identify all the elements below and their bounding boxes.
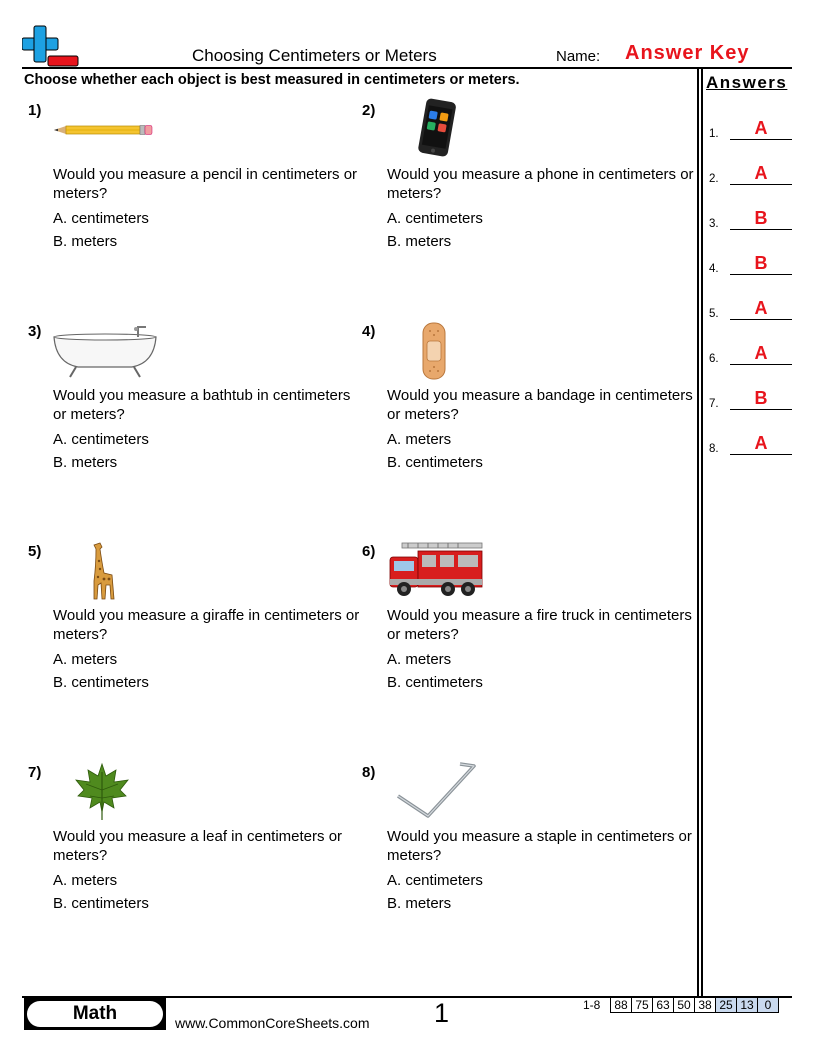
option-b: B. meters	[387, 233, 452, 250]
header-rule	[22, 67, 792, 69]
question-text: Would you measure a staple in centimeters or meters?	[387, 828, 692, 864]
question-number: 4)	[362, 323, 376, 340]
answer-line	[730, 409, 792, 410]
answer-line	[730, 274, 792, 275]
option-b: B. centimeters	[53, 895, 149, 912]
answer-row	[708, 388, 792, 410]
answer-number: 7.	[709, 398, 719, 410]
name-value: Answer Key	[625, 42, 750, 64]
question-1	[28, 102, 358, 302]
score-cell: 50	[674, 998, 695, 1013]
question-4	[362, 323, 693, 523]
question-7	[28, 764, 348, 964]
answer-line	[730, 184, 792, 185]
question-text: Would you measure a giraffe in centimeters or meters?	[53, 607, 360, 643]
answer-value: A	[754, 298, 768, 318]
option-a: A. centimeters	[53, 210, 149, 227]
answer-number: 4.	[709, 263, 719, 275]
score-cell: 75	[632, 998, 653, 1013]
answer-row	[708, 163, 792, 185]
option-b: B. centimeters	[387, 454, 483, 471]
subject-label: Math	[27, 1001, 163, 1027]
instructions: Choose whether each object is best measured in centimeters or meters.	[24, 72, 520, 88]
question-number: 2)	[362, 102, 376, 119]
score-cell: 63	[653, 998, 674, 1013]
pencil-icon	[54, 120, 154, 140]
bandage-icon	[420, 321, 448, 381]
staple-icon	[394, 762, 480, 822]
question-6	[362, 543, 692, 743]
fire-truck-icon	[388, 541, 486, 599]
answer-number: 8.	[709, 443, 719, 455]
answer-row	[708, 298, 792, 320]
answers-divider	[697, 68, 699, 996]
score-cell: 25	[716, 998, 737, 1013]
option-a: A. meters	[387, 431, 452, 448]
option-a: A. meters	[53, 651, 118, 668]
answer-row	[708, 343, 792, 365]
question-text: Would you measure a leaf in centimeters or meters?	[53, 828, 343, 864]
score-cell: 0	[758, 998, 779, 1013]
option-b: B. meters	[387, 895, 452, 912]
score-cell: 88	[611, 998, 632, 1013]
subject-badge	[24, 998, 166, 1030]
question-text: Would you measure a bathtub in centimeters or meters?	[53, 387, 351, 423]
answer-line	[730, 319, 792, 320]
answers-title: Answers	[706, 73, 788, 92]
question-number: 6)	[362, 543, 376, 560]
answer-row	[708, 253, 792, 275]
answer-value: A	[754, 343, 768, 363]
answer-line	[730, 229, 792, 230]
answer-number: 3.	[709, 218, 719, 230]
question-5	[28, 543, 360, 743]
question-text: Would you measure a bandage in centimeters or meters?	[387, 387, 693, 423]
question-number: 1)	[28, 102, 42, 119]
site-url: www.CommonCoreSheets.com	[175, 1015, 370, 1031]
answer-value: B	[754, 388, 768, 408]
option-a: A. centimeters	[387, 210, 483, 227]
leaf-icon	[74, 762, 130, 822]
answer-number: 6.	[709, 353, 719, 365]
page-number: 1	[434, 998, 450, 1028]
question-2	[362, 102, 694, 302]
giraffe-icon	[82, 541, 122, 601]
answer-row	[708, 208, 792, 230]
answer-row	[708, 118, 792, 140]
answer-number: 2.	[709, 173, 719, 185]
question-3	[28, 323, 351, 523]
answer-number: 1.	[709, 128, 719, 140]
name-label: Name:	[556, 48, 601, 65]
option-b: B. meters	[53, 454, 118, 471]
score-table	[610, 997, 779, 1013]
option-b: B. centimeters	[53, 674, 149, 691]
option-a: A. meters	[387, 651, 452, 668]
answer-line	[730, 139, 792, 140]
phone-icon	[412, 98, 462, 158]
score-range-label: 1-8	[583, 998, 601, 1012]
answer-value: B	[754, 208, 768, 228]
answer-number: 5.	[709, 308, 719, 320]
answer-line	[730, 364, 792, 365]
question-number: 5)	[28, 543, 42, 560]
score-cell: 38	[695, 998, 716, 1013]
answer-value: A	[754, 433, 768, 453]
answer-value: B	[754, 253, 768, 273]
answer-line	[730, 454, 792, 455]
option-a: A. centimeters	[387, 872, 483, 889]
question-number: 8)	[362, 764, 376, 781]
question-8	[362, 764, 692, 964]
option-b: B. meters	[53, 233, 118, 250]
question-number: 3)	[28, 323, 42, 340]
plus-minus-logo-icon	[22, 24, 80, 68]
option-a: A. centimeters	[53, 431, 149, 448]
answer-row	[708, 433, 792, 455]
question-text: Would you measure a fire truck in centimeters or meters?	[387, 607, 692, 643]
answers-divider	[701, 68, 703, 996]
question-text: Would you measure a phone in centimeters or meters?	[387, 166, 694, 202]
page-title: Choosing Centimeters or Meters	[192, 46, 437, 65]
option-a: A. meters	[53, 872, 118, 889]
bathtub-icon	[50, 323, 160, 379]
question-number: 7)	[28, 764, 42, 781]
answer-value: A	[754, 163, 768, 183]
option-b: B. centimeters	[387, 674, 483, 691]
score-cell: 13	[737, 998, 758, 1013]
answer-value: A	[754, 118, 768, 138]
question-text: Would you measure a pencil in centimeters or meters?	[53, 166, 358, 202]
